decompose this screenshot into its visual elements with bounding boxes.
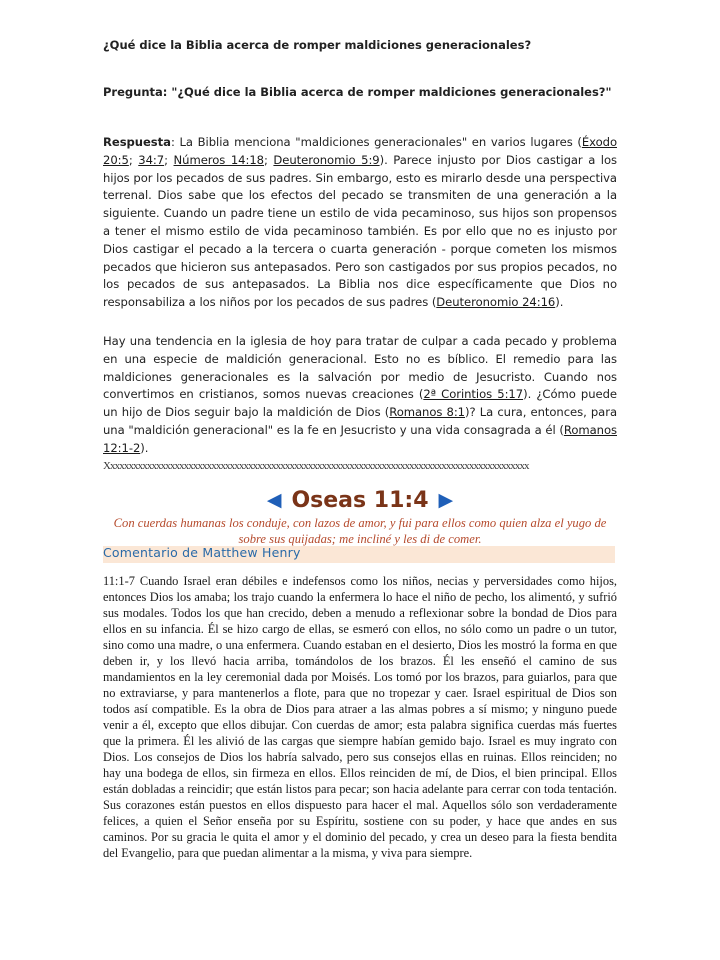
answer-text: ). xyxy=(140,440,149,455)
verse-reference: Oseas 11:4 xyxy=(291,488,429,513)
verse-text: Con cuerdas humanas los conduje, con lazos de amor, y fui para ellos como quien alza el yugo de sobre sus quijadas; me incliné y les di de comer. xyxy=(113,516,607,546)
scripture-link[interactable]: Romanos 8:1 xyxy=(389,405,466,420)
answer-text: ; xyxy=(128,152,139,167)
answer-label: Respuesta xyxy=(103,135,171,149)
answer-text: ). Parece injusto por Dios castigar a los hijos por los pecados de sus padres. Sin embargo, esto es mirarlo desde una perspectiva terrenal. Dios sabe que los efectos del pecado se transmiten de una generación a la siguiente. Cuando un padre tiene un estilo de vida pecaminoso, sus hijos son propensos a tener el mismo estilo de vida pecaminoso también. Es por ello que no es injusto por Dios castigar el pecado a la tercera o cuarta generación - porque cometen los mismos pecados que hicieron sus antepasados. Pero son castigados por sus propios pecados, no los pecados de sus antepasados. La Biblia nos dice específicamente que Dios no responsabiliza a los niños por los pecados de sus padres ( xyxy=(103,152,618,310)
scripture-link[interactable]: Números 14:18 xyxy=(173,152,264,167)
answer-text: ). ¿Cómo puede un hijo de Dios seguir bajo la maldición de Dios ( xyxy=(103,387,617,420)
left-arrow-icon[interactable]: ◀ xyxy=(266,490,282,511)
separator-line: Xxxxxxxxxxxxxxxxxxxxxxxxxxxxxxxxxxxxxxxxxxxxxxxxxxxxxxxxxxxxxxxxxxxxxxxxxxxxxxxxxxxxxxxxxxxx xyxy=(103,460,529,472)
answer-text: : La Biblia menciona "maldiciones generacionales" en varios lugares ( xyxy=(170,135,582,149)
scripture-link[interactable]: Deuteronomio 24:16 xyxy=(436,295,556,310)
answer-text: )? La cura, entonces, para una "maldición generacional" es la fe en Jesucristo y una vida consagrada a él ( xyxy=(103,405,618,437)
scripture-link[interactable]: Éxodo 20:5 xyxy=(103,135,617,167)
question-text: Pregunta: "¿Qué dice la Biblia acerca de romper maldiciones generacionales?" xyxy=(103,85,612,99)
answer-text: Hay una tendencia en la iglesia de hoy para tratar de culpar a cada pecado y problema en una especie de maldición generacional. Esto no es bíblico. El remedio para las maldiciones generacionales es la salvación por medio de Jesucristo. Cuando nos convertimos en cristianos, somos nuevas creaciones ( xyxy=(103,334,617,402)
scripture-link[interactable]: 34:7 xyxy=(138,152,165,167)
answer-paragraph-2 xyxy=(103,333,617,458)
page-title: ¿Qué dice la Biblia acerca de romper maldiciones generacionales? xyxy=(103,38,532,52)
right-arrow-icon[interactable]: ▶ xyxy=(438,490,454,511)
answer-paragraph-1 xyxy=(103,134,617,312)
verse-header xyxy=(120,488,600,513)
commentary-title: Comentario de Matthew Henry xyxy=(103,545,301,560)
answer-text: ). xyxy=(555,295,564,310)
scripture-link[interactable]: 2ª Corintios 5:17 xyxy=(423,387,524,402)
scripture-link[interactable]: Deuteronomio 5:9 xyxy=(273,152,380,167)
answer-text: ; xyxy=(164,152,174,167)
answer-text: ; xyxy=(264,152,274,167)
commentary-body: 11:1-7 Cuando Israel eran débiles e indefensos como los niños, necias y perversidades como hijos, entonces Dios los amaba; los trajo cuando la enfermera lo hace el niño de pecho, los alimentó, y sufrió sus modales. Todos los que han crecido, deben a menudo a reflexionar sobre la bondad de Dios para ellos en su infancia. Él se hizo cargo de ellas, se esmeró con ellos, no sólo como un padre o un tutor, sino como una madre, o una enfermera. Cuando estaban en el desierto, Dios les mostró la forma en que deben ir, y los llevó hacia arriba, tomándolos de los brazos. Él les enseñó el camino de sus mandamientos en la ley ceremonial dada por Moisés. Los tomó por los brazos, para guiarlos, para que no extraviarse, y para mantenerlos a flote, para que no tropezar y caer. Israel espiritual de Dios son todos así compatible. Es la obra de Dios para atraer a las almas pobres a sí mismo; y ninguno puede venir a él, excepto que ellos dibujar. Con cuerdas de amor; esta palabra significa cuerdas más fuertes que la primera. Él les alivió de las cargas que siempre habían gemido bajo. Israel es muy ingrato con Dios. Los consejos de Dios los habría salvado, pero sus consejos ellas en ruinas. Ellos reinciden; no hay una bodega de ellos, sin firmeza en ellos. Ellos reinciden de mí, de Dios, el bien principal. Ellos están dobladas a reincidir; que están listos para pecar; son hacia adelante para cerrar con toda tentación. Sus corazones están puestos en ellos dispuesto para hacer el mal. Aquellos sólo son verdaderamente felices, a quien el Señor enseña por su Espíritu, sostiene con su poder, y hace que andes en sus caminos. Por su gracia le quita el amor y el dominio del pecado, y crea un deseo para la fiesta bendita del Evangelio, para que puedan alimentar a la misma, y viva para siempre. xyxy=(103,574,617,860)
scripture-link[interactable]: Romanos 12:1-2 xyxy=(103,422,617,455)
